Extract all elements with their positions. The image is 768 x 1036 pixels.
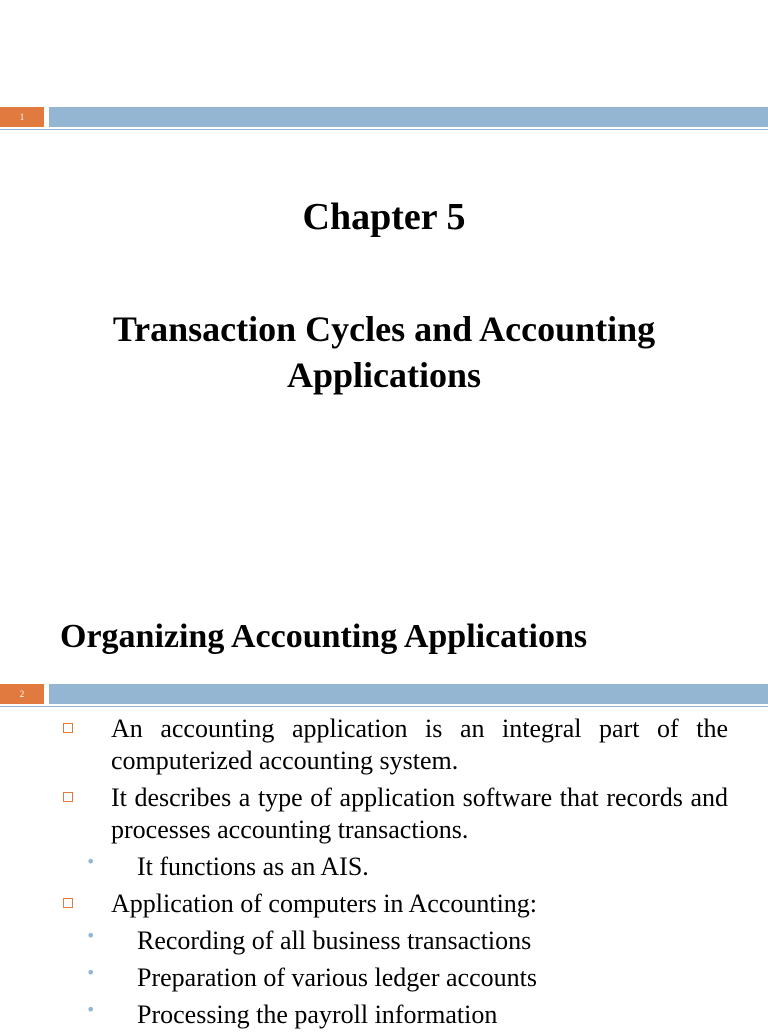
square-bullet-icon <box>63 898 73 908</box>
header-rule <box>0 706 768 707</box>
dot-bullet-icon: • <box>86 926 96 945</box>
slide-number-badge: 2 <box>0 684 44 704</box>
bullet-text: An accounting application is an integral part of the computerized accounting system. <box>111 714 728 775</box>
chapter-title: Chapter 5 <box>302 196 466 238</box>
slide-number-badge: 1 <box>0 107 44 127</box>
bullet-text: Preparation of various ledger accounts <box>137 963 537 992</box>
header-rule <box>0 129 768 130</box>
header-band <box>49 107 768 127</box>
sub-bullet-item <box>0 999 768 1031</box>
bullet-text: Application of computers in Accounting: <box>111 889 538 918</box>
bullet-text: Processing the payroll information <box>137 1000 498 1029</box>
dot-bullet-icon: • <box>86 852 96 871</box>
bullet-text: It functions as an AIS. <box>137 852 369 881</box>
bullet-text: Recording of all business transactions <box>137 926 532 955</box>
bullet-text: It describes a type of application software that records and processes accounting transactions. <box>111 783 728 844</box>
bullet-item <box>0 713 768 777</box>
chapter-subtitle: Transaction Cycles and Accounting Applications <box>112 309 656 395</box>
square-bullet-icon <box>63 723 73 733</box>
sub-bullet-item <box>0 925 768 957</box>
sub-bullet-item <box>0 851 768 883</box>
sub-bullet-item <box>0 962 768 994</box>
dot-bullet-icon: • <box>86 1000 96 1019</box>
slide-2-header-bar <box>0 684 768 704</box>
square-bullet-icon <box>63 792 73 802</box>
header-band <box>49 684 768 704</box>
dot-bullet-icon: • <box>86 963 96 982</box>
slide-1-header-bar <box>0 107 768 127</box>
bullet-item <box>0 782 768 846</box>
bullet-item <box>0 888 768 920</box>
section-title: Organizing Accounting Applications <box>60 618 588 655</box>
bullet-list <box>0 713 768 1036</box>
